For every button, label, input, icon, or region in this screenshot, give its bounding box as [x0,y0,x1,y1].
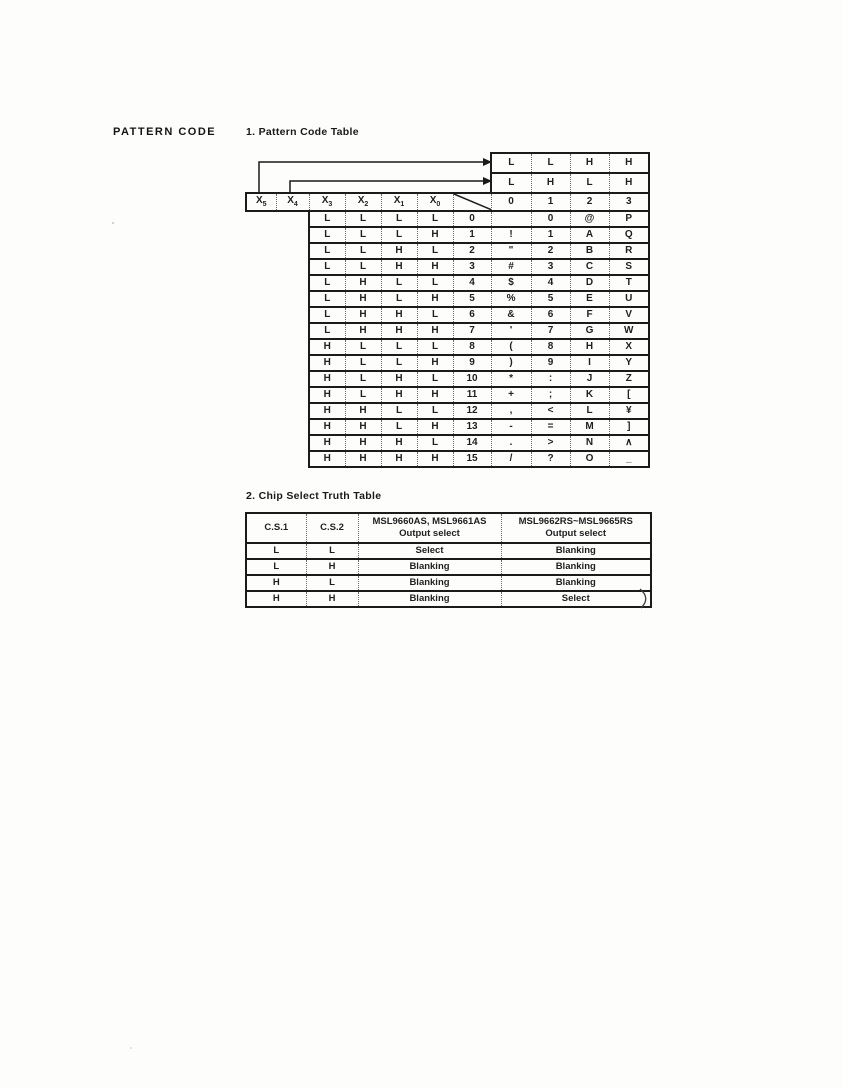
bit-cell: H [381,307,417,323]
output-select-cell: Blanking [501,575,651,591]
char-cell: B [570,243,609,259]
bit-cell: L [309,307,345,323]
spacer-cell [246,339,309,355]
bit-cell: H [309,371,345,387]
bit-cell: L [345,387,381,403]
spacer-cell [246,307,309,323]
chip-row [246,559,651,575]
char-cell: _ [609,451,649,467]
cs2-header-cell: C.S.2 [306,513,358,543]
bit-cell: H [345,403,381,419]
char-cell: X [609,339,649,355]
bit-cell: H [417,291,453,307]
section-label: PATTERN CODE [113,126,217,138]
chip-row [246,591,651,607]
cs-state-cell: L [306,575,358,591]
char-cell: G [570,323,609,339]
cs-state-cell: L [306,543,358,559]
x5-header-cell: $X_5$ [246,193,276,211]
char-cell: / [491,451,531,467]
x4-header-cell: $X_4$ [276,193,309,211]
spacer-cell [246,275,309,291]
bit-cell: L [417,211,453,227]
pattern-row [246,403,649,419]
spacer-cell [246,323,309,339]
spacer-cell [246,435,309,451]
column-number-cell: 1 [531,193,570,211]
bit-cell: H [381,451,417,467]
spacer-cell [246,291,309,307]
row-number-cell: 3 [453,259,491,275]
bit-cell: H [381,243,417,259]
bit-cell: H [381,323,417,339]
device-name: MSL9660AS, MSL9661AS [372,516,487,528]
row-number-cell: 2 [453,243,491,259]
bit-cell: L [417,243,453,259]
output-select-cell: Blanking [358,575,501,591]
pattern-row [246,259,649,275]
char-cell: K [570,387,609,403]
char-cell: 2 [531,243,570,259]
cs-state-cell: H [306,591,358,607]
bit-cell: H [309,419,345,435]
x4-state-cell: H [531,173,570,193]
bit-cell: L [417,435,453,451]
bit-cell: L [309,227,345,243]
char-cell: V [609,307,649,323]
row-number-cell: 10 [453,371,491,387]
spacer-cell [246,387,309,403]
bit-cell: H [309,355,345,371]
output-select-cell: Select [358,543,501,559]
pattern-row [246,387,649,403]
char-cell: % [491,291,531,307]
row-number-cell: 0 [453,211,491,227]
char-cell: ) [491,355,531,371]
row-number-cell: 12 [453,403,491,419]
pattern-row [246,243,649,259]
char-cell: ] [609,419,649,435]
bit-cell: H [417,355,453,371]
char-cell: J [570,371,609,387]
char-cell: D [570,275,609,291]
char-cell: N [570,435,609,451]
bit-cell: H [309,403,345,419]
bit-cell: H [309,387,345,403]
device-name: MSL9662RS~MSL9665RS [518,516,633,528]
row-number-cell: 4 [453,275,491,291]
bit-cell: L [381,275,417,291]
char-cell: = [531,419,570,435]
char-cell: Y [609,355,649,371]
chip-row [246,575,651,591]
char-cell: @ [570,211,609,227]
bit-cell: H [345,419,381,435]
char-cell: I [570,355,609,371]
cs1-header-cell: C.S.1 [246,513,306,543]
pattern-row [246,435,649,451]
char-cell: 3 [531,259,570,275]
bit-cell: L [345,243,381,259]
bit-cell: L [381,339,417,355]
char-cell: F [570,307,609,323]
bit-cell: H [345,291,381,307]
bit-cell: H [417,451,453,467]
char-cell [491,211,531,227]
spacer-cell [246,355,309,371]
char-cell: Q [609,227,649,243]
row-number-cell: 11 [453,387,491,403]
char-cell: 9 [531,355,570,371]
spacer-cell [246,227,309,243]
bit-cell: H [417,227,453,243]
char-cell: " [491,243,531,259]
x4-state-cell: L [491,173,531,193]
bit-cell: L [345,371,381,387]
char-cell: 8 [531,339,570,355]
chip-table-body [246,543,651,607]
bit-cell: L [417,275,453,291]
char-cell: $ [491,275,531,291]
spacer-cell [246,243,309,259]
x2-header-cell: $X_2$ [345,193,381,211]
pattern-row [246,211,649,227]
char-cell: + [491,387,531,403]
x5-state-cell: H [609,153,649,173]
bit-cell: H [309,451,345,467]
char-cell: 6 [531,307,570,323]
bit-cell: L [381,403,417,419]
cs-state-cell: L [246,543,306,559]
char-cell: < [531,403,570,419]
char-cell: * [491,371,531,387]
cs-state-cell: H [246,591,306,607]
char-cell: , [491,403,531,419]
cs-state-cell: H [306,559,358,575]
bit-cell: L [381,211,417,227]
output-select-cell: Blanking [501,559,651,575]
char-cell: C [570,259,609,275]
char-cell: A [570,227,609,243]
bit-cell: H [381,387,417,403]
bit-cell: H [381,259,417,275]
row-number-cell: 9 [453,355,491,371]
char-cell: H [570,339,609,355]
char-cell: S [609,259,649,275]
char-cell: ? [531,451,570,467]
x3-header-cell: $X_3$ [309,193,345,211]
pattern-row [246,227,649,243]
char-cell: 4 [531,275,570,291]
bit-cell: L [417,371,453,387]
bit-cell: L [417,307,453,323]
bit-cell: L [381,355,417,371]
x5-state-cell: L [531,153,570,173]
pattern-table-body [246,211,649,467]
bit-cell: L [417,339,453,355]
char-cell: ! [491,227,531,243]
output-select-cell: Blanking [358,591,501,607]
column-number-cell: 3 [609,193,649,211]
bit-cell: L [309,211,345,227]
x5-state-cell: H [570,153,609,173]
bit-cell: L [345,355,381,371]
row-number-cell: 14 [453,435,491,451]
char-cell: . [491,435,531,451]
row-number-cell: 1 [453,227,491,243]
spacer-cell [246,403,309,419]
char-cell: T [609,275,649,291]
x4-state-cell: H [609,173,649,193]
row-number-cell: 15 [453,451,491,467]
bit-cell: L [309,323,345,339]
bit-cell: L [309,259,345,275]
char-cell: : [531,371,570,387]
bit-cell: H [417,259,453,275]
char-cell: L [570,403,609,419]
bit-cell: L [381,227,417,243]
bit-cell: L [309,243,345,259]
x4-state-cell: L [570,173,609,193]
row-number-cell: 8 [453,339,491,355]
char-cell: E [570,291,609,307]
bit-cell: H [417,387,453,403]
page-curl-artifact [632,585,656,611]
bit-cell: L [417,403,453,419]
msl9660-header-cell [358,513,501,543]
bit-cell: L [309,275,345,291]
pattern-row [246,275,649,291]
pattern-row [246,323,649,339]
bit-cell: H [417,419,453,435]
char-cell: O [570,451,609,467]
cs-state-cell: L [246,559,306,575]
chip-table-title: 2. Chip Select Truth Table [246,490,382,502]
bit-cell: H [345,275,381,291]
row-number-cell: 5 [453,291,491,307]
bit-cell: L [345,211,381,227]
char-cell: & [491,307,531,323]
spacer-cell [246,259,309,275]
char-cell: Z [609,371,649,387]
column-number-cell: 2 [570,193,609,211]
char-cell: > [531,435,570,451]
output-select-cell: Select [501,591,651,607]
chip-table-header-row [246,513,651,543]
pattern-row [246,419,649,435]
char-cell: ' [491,323,531,339]
pattern-row [246,371,649,387]
spacer-cell [246,211,309,227]
bit-cell: H [381,371,417,387]
bit-cell: H [381,435,417,451]
bit-cell: H [345,307,381,323]
x5-x4-mapping-arrows [255,155,497,200]
scan-speck [112,222,114,224]
bit-cell: L [345,339,381,355]
bit-cell: H [417,323,453,339]
spacer-cell [246,451,309,467]
msl9662-header-cell [501,513,651,543]
x1-header-cell: $X_1$ [381,193,417,211]
pattern-table-title: 1. Pattern Code Table [246,126,359,138]
char-cell: R [609,243,649,259]
char-cell: ( [491,339,531,355]
char-cell: - [491,419,531,435]
char-cell: 5 [531,291,570,307]
bit-cell: L [381,419,417,435]
bit-cell: L [345,259,381,275]
x5-state-cell: L [491,153,531,173]
chip-row [246,543,651,559]
char-cell: ; [531,387,570,403]
row-number-cell: 6 [453,307,491,323]
spacer-cell [246,419,309,435]
char-cell: M [570,419,609,435]
bit-cell: H [345,451,381,467]
pattern-row [246,339,649,355]
char-cell: # [491,259,531,275]
char-cell: ∧ [609,435,649,451]
output-select-cell: Blanking [501,543,651,559]
column-number-cell: 0 [491,193,531,211]
bit-cell: H [309,435,345,451]
row-number-cell: 7 [453,323,491,339]
char-cell: 1 [531,227,570,243]
pattern-row [246,355,649,371]
bit-cell: L [309,291,345,307]
bit-cell: L [345,227,381,243]
pattern-row [246,291,649,307]
bit-cell: L [381,291,417,307]
char-cell: U [609,291,649,307]
chip-select-table [245,512,652,608]
output-select-label: Output select [545,528,607,539]
pattern-row [246,307,649,323]
char-cell: [ [609,387,649,403]
row-number-cell: 13 [453,419,491,435]
output-select-cell: Blanking [358,559,501,575]
x0-header-cell: $X_0$ [417,193,453,211]
char-cell: P [609,211,649,227]
char-cell: ¥ [609,403,649,419]
bit-cell: H [345,323,381,339]
char-cell: 0 [531,211,570,227]
bit-cell: H [345,435,381,451]
spacer-cell [246,371,309,387]
output-select-label: Output select [399,528,460,539]
pattern-row [246,451,649,467]
scan-speck [130,1047,132,1049]
char-cell: 7 [531,323,570,339]
char-cell: W [609,323,649,339]
bit-cell: H [309,339,345,355]
cs-state-cell: H [246,575,306,591]
